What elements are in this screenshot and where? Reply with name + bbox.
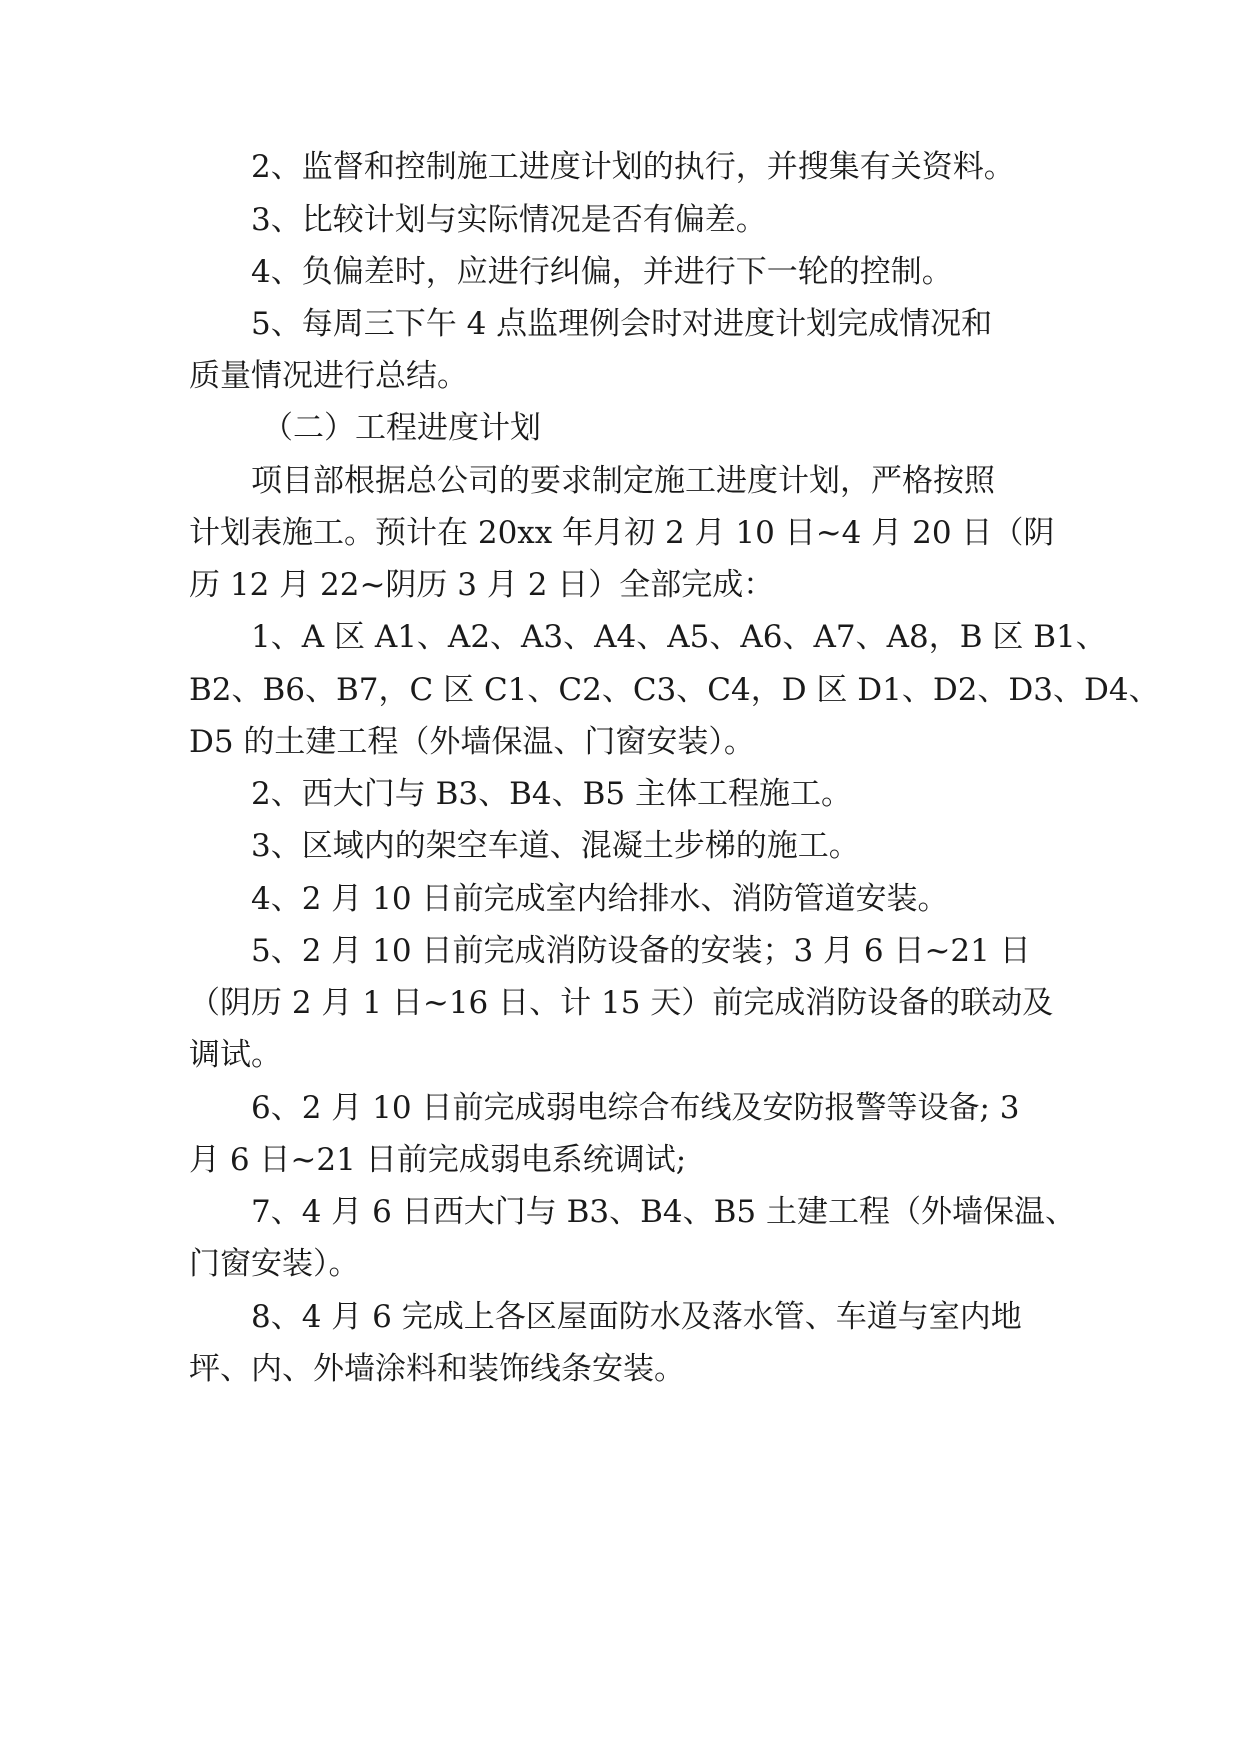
paragraph-line-7: 项目部根据总公司的要求制定施工进度计划，严格按照 [251, 463, 995, 499]
paragraph-line-11: B2、B6、B7，C 区 C1、C2、C3、C4，D 区 D1、D2、D3、D4、 [189, 672, 1160, 708]
paragraph-line-3: 4、负偏差时，应进行纠偏，并进行下一轮的控制。 [251, 254, 953, 290]
paragraph-line-15: 4、2 月 10 日前完成室内给排水、消防管道安装。 [251, 881, 949, 917]
paragraph-line-4: 5、每周三下午 4 点监理例会时对进度计划完成情况和 [251, 306, 993, 342]
paragraph-line-23: 8、4 月 6 完成上各区屋面防水及落水管、车道与室内地 [251, 1299, 1022, 1335]
paragraph-line-19: 6、2 月 10 日前完成弱电综合布线及安防报警等设备; 3 [251, 1090, 1020, 1126]
paragraph-line-1: 2、监督和控制施工进度计划的执行，并搜集有关资料。 [251, 149, 1015, 185]
paragraph-line-2: 3、比较计划与实际情况是否有偏差。 [251, 202, 767, 238]
paragraph-line-10: 1、A 区 A1、A2、A3、A4、A5、A6、A7、A8，B 区 B1、 [251, 619, 1107, 655]
paragraph-line-14: 3、区域内的架空车道、混凝土步梯的施工。 [251, 828, 860, 864]
paragraph-line-17: （阴历 2 月 1 日~16 日、计 15 天）前完成消防设备的联动及 [189, 985, 1054, 1021]
paragraph-line-5: 质量情况进行总结。 [189, 358, 468, 394]
paragraph-line-12: D5 的土建工程（外墙保温、门窗安装）。 [189, 724, 755, 760]
paragraph-line-9: 历 12 月 22~阴历 3 月 2 日）全部完成： [189, 567, 775, 603]
paragraph-line-8: 计划表施工。预计在 20xx 年月初 2 月 10 日~4 月 20 日（阴 [189, 515, 1055, 551]
paragraph-line-13: 2、西大门与 B3、B4、B5 主体工程施工。 [251, 776, 852, 812]
paragraph-line-16: 5、2 月 10 日前完成消防设备的安装；3 月 6 日~21 日 [251, 933, 1031, 969]
paragraph-line-18: 调试。 [189, 1037, 282, 1073]
paragraph-line-22: 门窗安装）。 [189, 1246, 360, 1282]
paragraph-line-24: 坪、内、外墙涂料和装饰线条安装。 [189, 1351, 685, 1387]
section-heading: （二）工程进度计划 [262, 410, 541, 446]
paragraph-line-21: 7、4 月 6 日西大门与 B3、B4、B5 土建工程（外墙保温、 [251, 1194, 1076, 1230]
paragraph-line-20: 月 6 日~21 日前完成弱电系统调试; [189, 1142, 687, 1178]
